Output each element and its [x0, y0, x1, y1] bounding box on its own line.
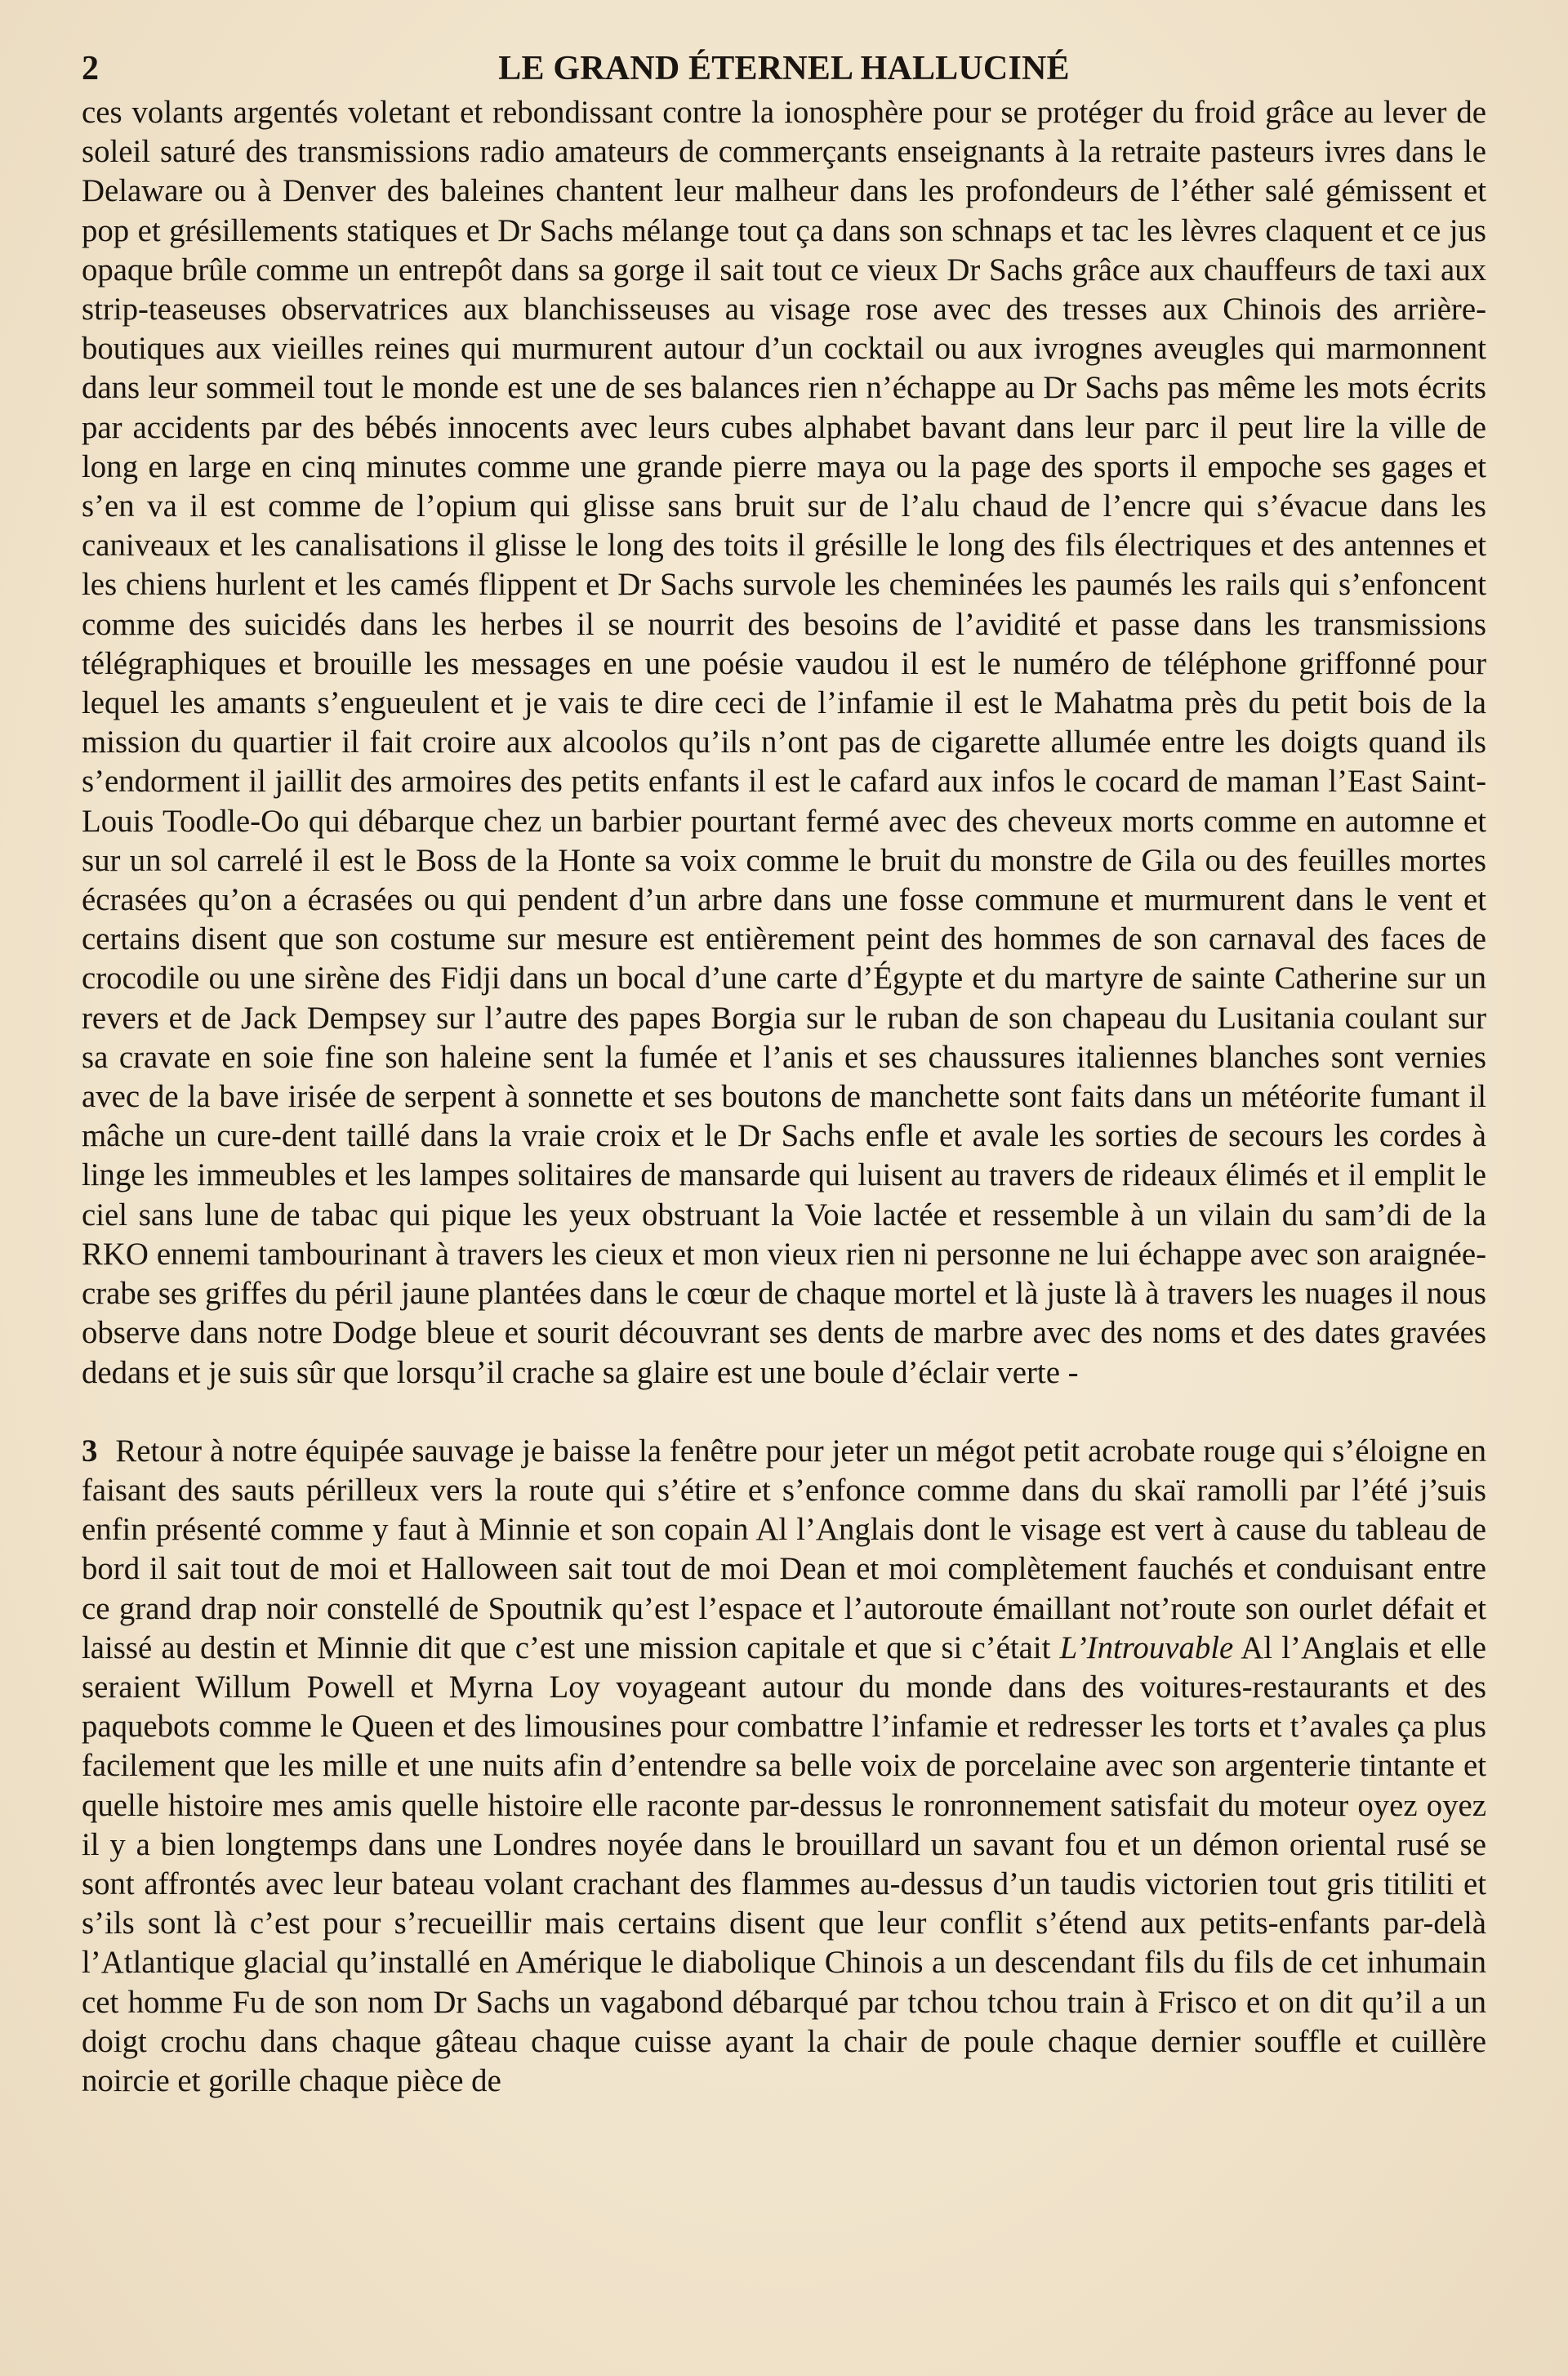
running-title: LE GRAND ÉTERNEL HALLUCINÉ	[498, 50, 1070, 87]
section-number: 3	[82, 1433, 98, 1469]
section-text-part-2: Al l’Anglais et elle seraient Willum Powell et Myrna Loy voyageant autour du monde dans des voitures-restaurants et des paquebots comme le Queen et des limousines pour combattre l’infamie et redresser les torts et t’avales ça plus facilement que les mille et une nuits afin d’entendre sa belle voix de porcelaine avec son argenterie tintante et quelle histoire mes amis quelle histoire elle raconte par-dessus le ronronnement satisfait du moteur oyez oyez il y a bien longtemps dans une Londres noyée dans le brouillard un savant fou et un démon oriental rusé se sont affrontés avec leur bateau volant crachant des flammes au-dessus d’un taudis victorien tout gris titiliti et s’ils sont là c’est pour s’recueillir mais certains disent que leur conflit s’étend aux petits-enfants par-delà l’Atlantique glacial qu’installé en Amérique le diabolique Chinois a un descendant fils du fils de cet inhumain cet homme Fu de son nom Dr Sachs un vagabond débarqué par tchou tchou train à Frisco et on dit qu’il a un doigt crochu dans chaque gâteau chaque cuisse ayant la chair de poule chaque dernier souffle et cuillère noircie et gorille chaque pièce de	[82, 1629, 1486, 2098]
paragraph-continuation: ces volants argentés voletant et rebondissant contre la ionosphère pour se protéger du froid grâce au lever de soleil saturé des transmissions radio amateurs de commerçants enseignants à la retraite pasteurs ivres dans le Delaware ou à Denver des baleines chantent leur malheur dans les profondeurs de l’éther salé gémissent et pop et grésillements statiques et Dr Sachs mélange tout ça dans son schnaps et tac les lèvres claquent et ce jus opaque brûle comme un entrepôt dans sa gorge il sait tout ce vieux Dr Sachs grâce aux chauffeurs de taxi aux strip-teaseuses observatrices aux blanchisseuses au visage rose avec des tresses aux Chinois des arrière-boutiques aux vieilles reines qui murmurent autour d’un cocktail ou aux ivrognes aveugles qui marmonnent dans leur sommeil tout le monde est une de ses balances rien n’échappe au Dr Sachs pas même les mots écrits par accidents par des bébés innocents avec leurs cubes alphabet bavant dans leur parc il peut lire la ville de long en large en cinq minutes comme une grande pierre maya ou la page des sports il empoche ses gages et s’en va il est comme de l’opium qui glisse sans bruit sur de l’alu chaud de l’encre qui s’évacue dans les caniveaux et les canalisations il glisse le long des toits il grésille le long des fils électriques et des antennes et les chiens hurlent et les camés flippent et Dr Sachs survole les cheminées les paumés les rails qui s’enfoncent comme des suicidés dans les herbes il se nourrit des besoins de l’avidité et passe dans les transmissions télégraphiques et brouille les messages en une poésie vaudou il est le numéro de téléphone griffonné pour lequel les amants s’engueulent et je vais te dire ceci de l’infamie il est le Mahatma près du petit bois de la mission du quartier il fait croire aux alcoolos qu’ils n’ont pas de cigarette allumée entre les doigts quand ils s’endorment il jaillit des armoires des petits enfants il est le cafard aux infos le cocard de maman l’East Saint-Louis Toodle-Oo qui débarque chez un barbier pourtant fermé avec des cheveux morts comme en automne et sur un sol carrelé il est le Boss de la Honte sa voix comme le bruit du monstre de Gila ou des feuilles mortes écrasées qu’on a écrasées ou qui pendent d’un arbre dans une fosse commune et murmurent dans le vent et certains disent que son costume sur mesure est entièrement peint des hommes de son carnaval des faces de crocodile ou une sirène des Fidji dans un bocal d’une carte d’Égypte et du martyre de sainte Catherine sur un revers et de Jack Dempsey sur l’autre des papes Borgia sur le ruban de son chapeau du Lusitania coulant sur sa cravate en soie fine son haleine sent la fumée et l’anis et ses chaussures italiennes blanches sont vernies avec de la bave irisée de serpent à sonnette et ses boutons de manchette sont faits dans un météorite fumant il mâche un cure-dent taillé dans la vraie croix et le Dr Sachs enfle et avale les sorties de secours les cordes à linge les immeubles et les lampes solitaires de mansarde qui luisent au travers de rideaux élimés et il emplit le ciel sans lune de tabac qui pique les yeux obstruant la Voie lactée et ressemble à un vilain du sam’di de la RKO ennemi tambourinant à travers les cieux et mon vieux rien ni personne ne lui échappe avec son araignée-crabe ses griffes du péril jaune plantées dans le cœur de chaque mortel et là juste là à travers les nuages il nous observe dans notre Dodge bleue et sourit découvrant ses dents de marbre avec des noms et des dates gravées dedans et je suis sûr que lorsqu’il crache sa glaire est une boule d’éclair verte -	[82, 95, 1486, 1390]
section-text-part-1: Retour à notre équipée sauvage je baisse la fenêtre pour jeter un mégot petit acrobate rouge qui s’éloigne en faisant des sauts périlleux vers la route qui s’étire et s’enfonce comme dans du skaï ramolli par l’été j’suis enfin présenté comme y faut à Minnie et son copain Al l’Anglais dont le visage est vert à cause du tableau de bord il sait tout de moi et Halloween sait tout de moi Dean et moi complètement fauchés et conduisant entre ce grand drap noir constellé de Spoutnik qu’est l’espace et l’autoroute émaillant not’route son ourlet défait et laissé au destin et Minnie dit que c’est une mission capitale et que si c’était	[82, 1433, 1486, 1665]
section-3-paragraph	[82, 1432, 1486, 2101]
page-header	[82, 46, 1486, 93]
italic-film-title: L’Introuvable	[1059, 1629, 1234, 1665]
page-number: 2	[82, 50, 99, 87]
